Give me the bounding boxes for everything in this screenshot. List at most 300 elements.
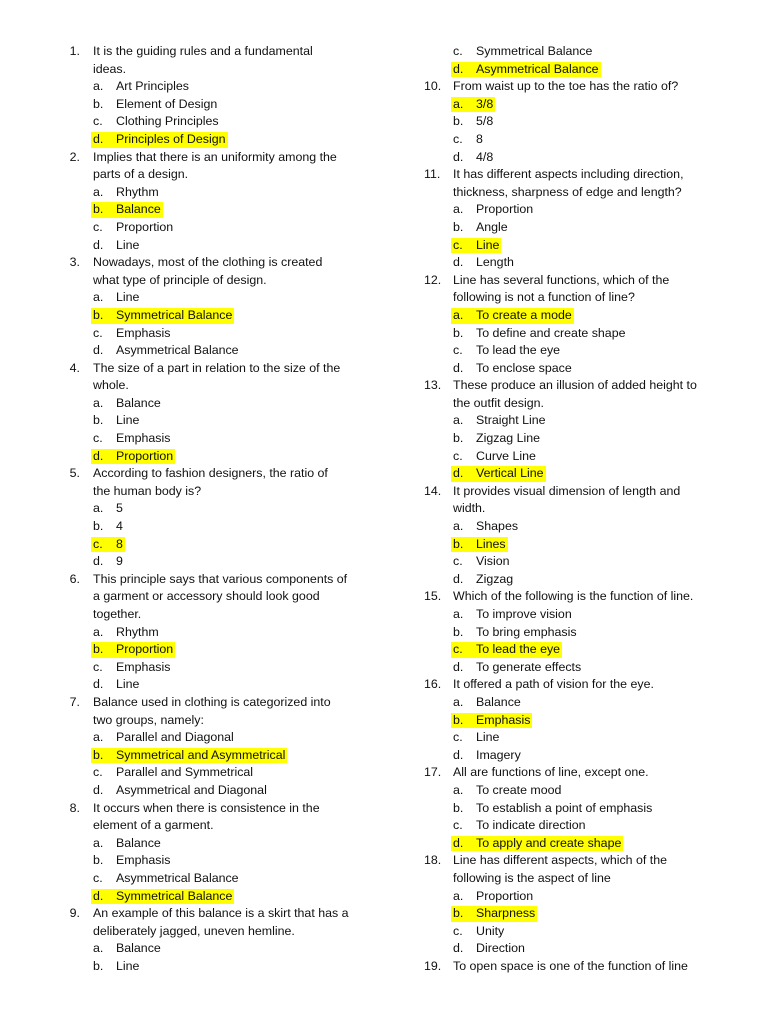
answer-option [64, 96, 384, 114]
question-line [424, 272, 724, 290]
answer-option [424, 729, 724, 747]
option-text: Vertical Line [476, 466, 544, 481]
option-text: Symmetrical and Asymmetrical [116, 747, 286, 762]
option-text: Asymmetrical Balance [116, 343, 239, 358]
question-line [424, 166, 724, 184]
option-text: Line [476, 237, 500, 252]
left-column [64, 43, 384, 975]
option-text: 9 [116, 554, 123, 569]
option-text: Emphasis [116, 431, 171, 446]
option-letter: c. [93, 325, 103, 340]
question-number: 9. [69, 906, 80, 921]
answer-option-highlighted [64, 747, 384, 765]
option-letter: c. [453, 554, 463, 569]
question-line [64, 43, 384, 61]
option-text: 8 [476, 131, 483, 146]
question-line [424, 483, 724, 501]
option-text: Straight Line [476, 413, 546, 428]
question-text: the outfit design. [453, 395, 544, 410]
option-letter: d. [453, 835, 464, 850]
answer-option [424, 149, 724, 167]
option-text: Sharpness [476, 906, 536, 921]
option-letter: b. [453, 800, 464, 815]
option-text: Vision [476, 554, 510, 569]
option-text: To improve vision [476, 607, 572, 621]
option-text: Proportion [116, 448, 174, 463]
question-line [424, 676, 724, 694]
option-text: Curve Line [476, 448, 536, 463]
option-text: Emphasis [116, 325, 171, 340]
question-number: 10. [424, 79, 442, 94]
option-letter: a. [453, 607, 464, 621]
option-letter: b. [453, 712, 464, 727]
question-text: To open space is one of the function of line [453, 958, 688, 973]
question-continuation [64, 483, 384, 501]
question-number: 11. [424, 167, 441, 182]
question-text: It is the guiding rules and a fundamental [93, 44, 313, 58]
answer-option [424, 360, 724, 378]
option-text: Angle [476, 219, 508, 234]
answer-option [64, 237, 384, 255]
option-text: To enclose space [476, 360, 572, 375]
answer-option [424, 940, 724, 958]
question-number: 16. [424, 677, 442, 692]
option-text: 4/8 [476, 149, 494, 164]
question-number: 18. [424, 853, 442, 868]
answer-option-highlighted [64, 641, 384, 659]
question-text: Balance used in clothing is categorized into [93, 694, 331, 709]
answer-option-highlighted [424, 835, 724, 853]
answer-option-highlighted [424, 237, 724, 255]
option-letter: b. [93, 642, 104, 657]
question-number: 19. [424, 958, 442, 973]
question-line [64, 571, 384, 589]
answer-option [64, 835, 384, 853]
answer-option [424, 888, 724, 906]
option-text: Unity [476, 923, 505, 938]
question-number: 12. [424, 272, 442, 287]
answer-option [64, 958, 384, 976]
question-continuation [424, 184, 724, 202]
option-text: Proportion [476, 888, 534, 903]
answer-option [64, 430, 384, 448]
question-number: 4. [69, 360, 80, 375]
option-text: 8 [116, 536, 123, 551]
answer-option-highlighted [64, 201, 384, 219]
option-letter: c. [93, 870, 103, 885]
option-letter: a. [93, 395, 104, 410]
option-letter: a. [93, 730, 104, 745]
question-number: 6. [69, 571, 80, 586]
option-text: Asymmetrical Balance [476, 61, 599, 76]
question-line [64, 149, 384, 167]
option-letter: b. [453, 431, 464, 446]
question-line [64, 254, 384, 272]
answer-option [64, 412, 384, 430]
question-text: parts of a design. [93, 167, 189, 182]
question-text: From waist up to the toe has the ratio of? [453, 79, 679, 94]
option-text: Principles of Design [116, 131, 226, 146]
option-text: Line [476, 730, 500, 745]
question-continuation [64, 61, 384, 79]
option-text: Line [116, 290, 140, 305]
option-text: Symmetrical Balance [116, 888, 233, 903]
option-text: Proportion [476, 202, 534, 217]
question-text: a garment or accessory should look good [93, 589, 320, 604]
option-text: 5 [116, 501, 123, 516]
option-text: Lines [476, 536, 506, 551]
option-letter: c. [453, 448, 463, 463]
option-letter: c. [93, 114, 103, 129]
question-continuation [64, 817, 384, 835]
answer-option [64, 395, 384, 413]
question-number: 1. [69, 44, 80, 58]
option-text: Direction [476, 941, 525, 956]
option-letter: b. [93, 202, 104, 217]
answer-option [64, 289, 384, 307]
answer-option-highlighted [424, 905, 724, 923]
question-text: what type of principle of design. [93, 272, 267, 287]
option-text: Asymmetrical Balance [116, 870, 239, 885]
question-text: deliberately jagged, uneven hemline. [93, 923, 295, 938]
option-letter: d. [93, 677, 104, 692]
answer-option-highlighted [64, 536, 384, 554]
option-text: Balance [476, 694, 521, 709]
option-text: Asymmetrical and Diagonal [116, 782, 267, 797]
option-text: To define and create shape [476, 325, 626, 340]
question-continuation [424, 289, 724, 307]
option-text: Art Principles [116, 79, 189, 94]
option-text: To establish a point of emphasis [476, 800, 653, 815]
option-letter: c. [453, 642, 463, 657]
question-line [64, 800, 384, 818]
option-letter: c. [93, 536, 103, 551]
answer-option [424, 201, 724, 219]
option-letter: d. [453, 61, 464, 76]
question-number: 3. [69, 255, 80, 270]
option-text: Parallel and Symmetrical [116, 765, 254, 780]
question-text: following is the aspect of line [453, 870, 611, 885]
answer-option [64, 852, 384, 870]
option-letter: d. [453, 360, 464, 375]
option-text: To apply and create shape [476, 835, 622, 850]
answer-option [424, 254, 724, 272]
answer-option-highlighted [424, 536, 724, 554]
option-letter: b. [453, 114, 464, 129]
option-letter: b. [453, 325, 464, 340]
option-letter: a. [453, 307, 464, 322]
option-letter: a. [93, 501, 104, 516]
answer-option [424, 430, 724, 448]
question-continuation [64, 272, 384, 290]
answer-option-highlighted [424, 712, 724, 730]
option-letter: c. [453, 343, 463, 358]
question-number: 13. [424, 378, 442, 393]
option-letter: b. [93, 307, 104, 322]
answer-option-highlighted [424, 465, 724, 483]
option-letter: a. [453, 782, 464, 797]
option-letter: a. [93, 184, 104, 199]
option-letter: c. [93, 659, 103, 674]
answer-option [424, 43, 724, 61]
answer-option [64, 500, 384, 518]
option-text: Zigzag Line [476, 431, 541, 446]
option-letter: a. [93, 624, 104, 639]
answer-option [424, 518, 724, 536]
question-line [424, 764, 724, 782]
option-letter: b. [453, 624, 464, 639]
option-letter: d. [93, 237, 104, 252]
answer-option [424, 448, 724, 466]
answer-option [64, 676, 384, 694]
answer-option-highlighted [64, 448, 384, 466]
answer-option [64, 659, 384, 677]
question-line [64, 905, 384, 923]
option-text: To generate effects [476, 659, 582, 674]
question-number: 15. [424, 589, 442, 604]
answer-option [424, 624, 724, 642]
option-text: To create mood [476, 782, 562, 797]
option-text: To lead the eye [476, 642, 561, 657]
option-letter: a. [93, 835, 104, 850]
option-text: Symmetrical Balance [116, 307, 233, 322]
answer-option [424, 553, 724, 571]
option-letter: b. [453, 536, 464, 551]
option-letter: d. [453, 149, 464, 164]
question-line [424, 588, 724, 606]
option-text: 3/8 [476, 96, 494, 111]
option-letter: b. [93, 958, 104, 973]
question-continuation [64, 377, 384, 395]
answer-option [424, 694, 724, 712]
right-column [424, 43, 724, 975]
option-text: Rhythm [116, 184, 159, 199]
option-letter: c. [453, 237, 463, 252]
option-text: To bring emphasis [476, 624, 577, 639]
option-letter: a. [453, 413, 464, 428]
question-text: According to fashion designers, the ratio of [93, 466, 328, 481]
option-letter: d. [93, 448, 104, 463]
option-letter: a. [93, 941, 104, 956]
question-text: These produce an illusion of added height to [453, 378, 697, 393]
option-text: Emphasis [116, 853, 171, 868]
question-text: element of a garment. [93, 818, 214, 833]
answer-option [424, 342, 724, 360]
answer-option [424, 571, 724, 589]
option-letter: b. [93, 519, 104, 534]
answer-option [64, 78, 384, 96]
question-number: 2. [69, 149, 80, 164]
option-letter: c. [453, 131, 463, 146]
answer-option [424, 131, 724, 149]
question-continuation [64, 166, 384, 184]
question-text: thickness, sharpness of edge and length? [453, 184, 682, 199]
question-continuation [64, 712, 384, 730]
option-text: Shapes [476, 519, 519, 534]
option-text: Parallel and Diagonal [116, 730, 234, 745]
option-letter: a. [453, 694, 464, 709]
answer-option [424, 412, 724, 430]
option-letter: a. [453, 96, 464, 111]
answer-option [64, 184, 384, 202]
answer-option [424, 113, 724, 131]
question-line [64, 465, 384, 483]
option-text: Proportion [116, 642, 174, 657]
option-text: Length [476, 255, 514, 270]
option-letter: c. [93, 765, 103, 780]
option-letter: a. [93, 290, 104, 305]
question-text: following is not a function of line? [453, 290, 635, 305]
option-letter: c. [453, 818, 463, 833]
answer-option [424, 747, 724, 765]
question-line [64, 360, 384, 378]
question-text: whole. [93, 378, 129, 393]
option-letter: a. [453, 202, 464, 217]
option-text: Symmetrical Balance [476, 44, 593, 58]
question-text: two groups, namely: [93, 712, 204, 727]
option-letter: c. [453, 730, 463, 745]
option-text: Line [116, 677, 140, 692]
question-text: Implies that there is an uniformity among the [93, 149, 337, 164]
option-text: Element of Design [116, 96, 218, 111]
answer-option [424, 800, 724, 818]
option-text: Rhythm [116, 624, 159, 639]
option-letter: d. [93, 888, 104, 903]
option-text: Zigzag [476, 571, 514, 586]
answer-option-highlighted [64, 131, 384, 149]
answer-option [424, 817, 724, 835]
question-line [424, 852, 724, 870]
option-letter: b. [453, 219, 464, 234]
option-text: To indicate direction [476, 818, 586, 833]
question-continuation [64, 923, 384, 941]
option-letter: a. [453, 519, 464, 534]
option-text: Line [116, 413, 140, 428]
option-letter: c. [93, 219, 103, 234]
option-letter: b. [93, 96, 104, 111]
option-letter: b. [93, 747, 104, 762]
option-text: Balance [116, 395, 161, 410]
question-continuation [424, 395, 724, 413]
question-number: 8. [69, 800, 80, 815]
question-line [424, 78, 724, 96]
option-letter: d. [453, 941, 464, 956]
question-number: 14. [424, 483, 442, 498]
question-text: It offered a path of vision for the eye. [453, 677, 654, 692]
option-letter: d. [453, 255, 464, 270]
option-text: Balance [116, 941, 161, 956]
answer-option-highlighted [424, 641, 724, 659]
question-text: together. [93, 607, 142, 621]
answer-option [64, 553, 384, 571]
question-text: It provides visual dimension of length and [453, 483, 681, 498]
answer-option [424, 923, 724, 941]
question-text: the human body is? [93, 483, 202, 498]
answer-option-highlighted [424, 307, 724, 325]
question-text: It occurs when there is consistence in the [93, 800, 320, 815]
answer-option-highlighted [64, 307, 384, 325]
question-continuation [424, 500, 724, 518]
question-continuation [64, 588, 384, 606]
answer-option [64, 870, 384, 888]
answer-option [64, 219, 384, 237]
question-text: The size of a part in relation to the size of the [93, 360, 341, 375]
answer-option [64, 940, 384, 958]
option-text: Clothing Principles [116, 114, 219, 129]
option-text: Imagery [476, 747, 521, 762]
option-letter: b. [453, 906, 464, 921]
option-text: Emphasis [476, 712, 531, 727]
question-text: Line has different aspects, which of the [453, 853, 667, 868]
option-letter: c. [453, 923, 463, 938]
answer-option [424, 325, 724, 343]
question-number: 17. [424, 765, 442, 780]
question-text: An example of this balance is a skirt that has a [93, 906, 349, 921]
answer-option [64, 764, 384, 782]
question-number: 7. [69, 694, 80, 709]
option-text: To create a mode [476, 307, 572, 322]
option-letter: d. [453, 747, 464, 762]
option-letter: d. [453, 571, 464, 586]
answer-option [424, 219, 724, 237]
option-text: Emphasis [116, 659, 171, 674]
question-text: width. [453, 501, 486, 516]
option-text: 4 [116, 519, 123, 534]
option-text: To lead the eye [476, 343, 561, 358]
option-letter: c. [93, 431, 103, 446]
option-letter: b. [93, 413, 104, 428]
option-letter: d. [93, 131, 104, 146]
question-text: Line has several functions, which of the [453, 272, 670, 287]
question-line [64, 694, 384, 712]
answer-option-highlighted [64, 888, 384, 906]
option-letter: d. [93, 554, 104, 569]
option-letter: d. [93, 782, 104, 797]
answer-option [64, 782, 384, 800]
question-text: All are functions of line, except one. [453, 765, 649, 780]
option-letter: d. [93, 343, 104, 358]
answer-option [424, 659, 724, 677]
answer-option [64, 342, 384, 360]
option-letter: c. [453, 44, 463, 58]
question-text: Which of the following is the function of line. [453, 589, 694, 604]
answer-option [424, 782, 724, 800]
option-text: Balance [116, 835, 161, 850]
question-text: This principle says that various components of [93, 571, 348, 586]
question-continuation [424, 870, 724, 888]
option-text: Proportion [116, 219, 174, 234]
option-text: Line [116, 237, 140, 252]
question-text: It has different aspects including direction, [453, 167, 684, 182]
question-text: ideas. [93, 61, 127, 76]
option-text: Balance [116, 202, 161, 217]
answer-option-highlighted [424, 61, 724, 79]
question-number: 5. [69, 466, 80, 481]
answer-option [424, 606, 724, 624]
answer-option [64, 729, 384, 747]
question-continuation [64, 606, 384, 624]
option-letter: d. [453, 466, 464, 481]
option-text: 5/8 [476, 114, 494, 129]
answer-option [64, 624, 384, 642]
question-line [424, 377, 724, 395]
answer-option [64, 113, 384, 131]
answer-option [64, 325, 384, 343]
answer-option-highlighted [424, 96, 724, 114]
question-line [424, 958, 724, 976]
option-letter: d. [453, 659, 464, 674]
option-letter: a. [93, 79, 104, 94]
